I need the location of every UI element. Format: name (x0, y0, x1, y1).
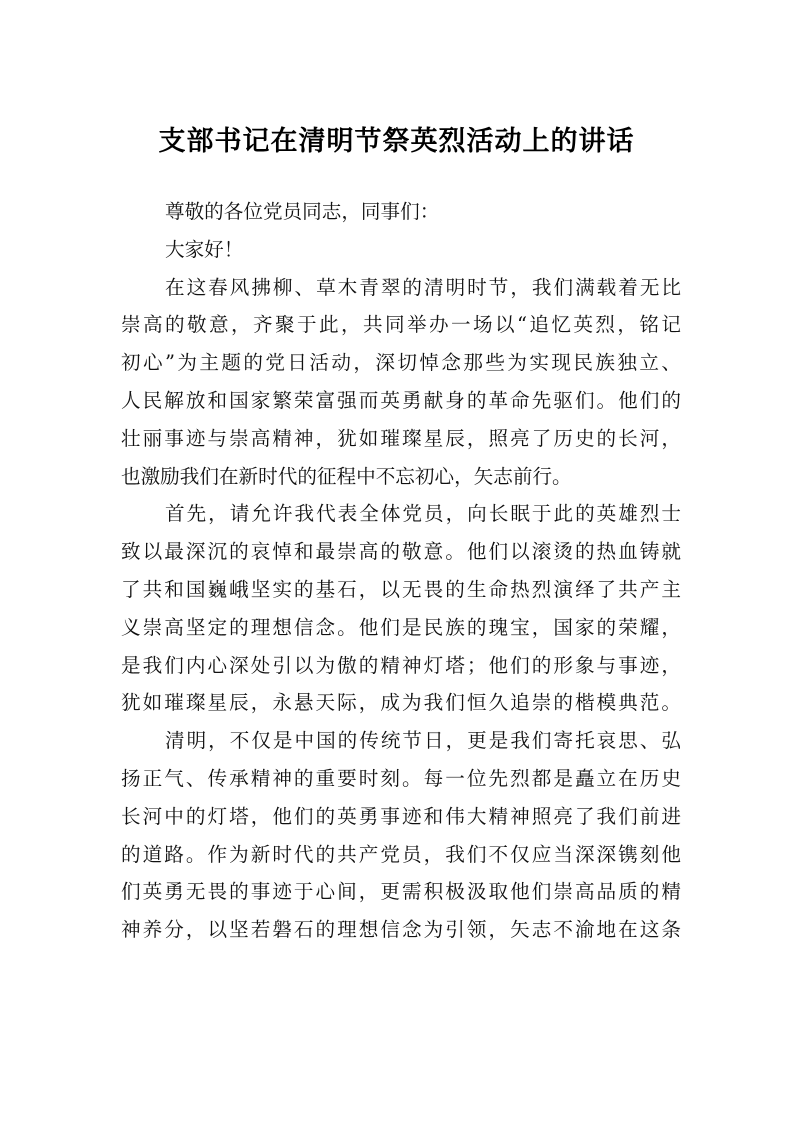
paragraph-3-line-2: 扬正气、传承精神的重要时刻。每一位先烈都是矗立在历史 (121, 766, 681, 790)
greeting-line: 大家好！ (165, 237, 244, 261)
paragraph-3-line-4: 的道路。作为新时代的共产党员，我们不仅应当深深镌刻他 (121, 842, 681, 866)
paragraph-1-line-2: 崇高的敬意，齐聚于此，共同举办一场以“追忆英烈，铭记 (121, 313, 681, 337)
paragraph-1-line-4: 人民解放和国家繁荣富强而英勇献身的革命先驱们。他们的 (121, 388, 681, 412)
paragraph-2-line-3: 了共和国巍峨坚实的基石，以无畏的生命热烈演绎了共产主 (121, 577, 681, 601)
paragraph-3-line-1: 清明，不仅是中国的传统节日，更是我们寄托哀思、弘 (165, 729, 681, 753)
paragraph-3-line-6: 神养分，以坚若磐石的理想信念为引领，矢志不渝地在这条 (121, 918, 681, 942)
salutation-line: 尊敬的各位党员同志，同事们： (165, 200, 440, 223)
paragraph-1-line-3: 初心”为主题的党日活动，深切悼念那些为实现民族独立、 (121, 351, 681, 375)
paragraph-2-line-5: 是我们内心深处引以为傲的精神灯塔；他们的形象与事迹， (121, 653, 681, 677)
paragraph-1-line-5: 壮丽事迹与崇高精神，犹如璀璨星辰，照亮了历史的长河， (121, 426, 681, 450)
paragraph-1-line-6: 也激励我们在新时代的征程中不忘初心，矢志前行。 (121, 464, 572, 488)
paragraph-1-line-1: 在这春风拂柳、草木青翠的清明时节，我们满载着无比 (165, 275, 681, 299)
paragraph-2-line-1: 首先，请允许我代表全体党员，向长眠于此的英雄烈士 (165, 502, 681, 526)
paragraph-2-line-2: 致以最深沉的哀悼和最崇高的敬意。他们以滚烫的热血铸就 (121, 540, 681, 564)
paragraph-2-line-4: 义崇高坚定的理想信念。他们是民族的瑰宝，国家的荣耀， (121, 615, 681, 639)
document-body (121, 193, 681, 949)
paragraph-3-line-5: 们英勇无畏的事迹于心间，更需积极汲取他们崇高品质的精 (121, 880, 681, 904)
paragraph-3-line-3: 长河中的灯塔，他们的英勇事迹和伟大精神照亮了我们前进 (121, 804, 681, 828)
document-title: 支部书记在清明节祭英烈活动上的讲话 (158, 126, 635, 157)
paragraph-2-line-6: 犹如璀璨星辰，永悬天际，成为我们恒久追崇的楷模典范。 (121, 691, 681, 715)
